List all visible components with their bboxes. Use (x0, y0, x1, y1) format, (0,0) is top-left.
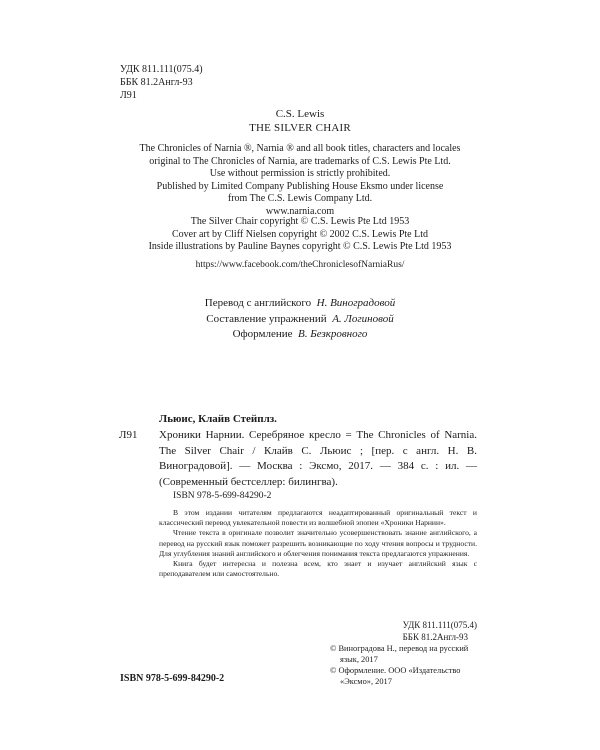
credit-design (130, 327, 470, 343)
credit-label: Составление упражнений (206, 312, 327, 325)
copyright-translation: © Виноградова Н., перевод на русский язык, 2017 (330, 644, 469, 664)
annotation-paragraph: В этом издании читателям предлагаются неадаптированный оригинальный текст и классический перевод увлекательной повести из волшебной эпопеи «Хроники Нарнии». (159, 508, 477, 528)
credit-name: Н. Виноградовой (316, 297, 396, 309)
author-mark: Л91 (120, 90, 137, 101)
credit-exercises (130, 312, 470, 328)
copyright-notice (130, 216, 470, 254)
classification-codes-bottom (403, 620, 477, 643)
trademark-line: Use without permission is strictly prohibited. (209, 168, 391, 180)
udk-code: УДК 811.111(075.4) (120, 64, 203, 75)
copyright-line: Inside illustrations by Pauline Baynes copyright © C.S. Lewis Pte Ltd 1953 (148, 241, 452, 253)
credit-name: А. Логиновой (332, 312, 394, 325)
trademark-notice (130, 143, 470, 219)
annotation-paragraph: Чтение текста в оригинале позволит значительно усовершенствовать знание английского, а перевод на русский язык поможет разрешить возникающие по ходу чтения вопросы и трудности. Для углубления знаний английского и облегчения понимания текста предлагаются упражнения. (159, 528, 477, 558)
catalog-code: Л91 (119, 429, 138, 441)
website-link: www.narnia.com (265, 205, 335, 217)
catalog-author-heading: Льюис, Клайв Стейплз. (159, 413, 277, 425)
catalog-description: Хроники Нарнии. Серебряное кресло = The Chronicles of Narnia. The Silver Chair / Клайв С. Льюис ; [пер. с англ. Н. В. Виноградовой]. — Москва : Эксмо, 2017. — 384 с. : ил. — (Современный бестселлер: билингва). (159, 429, 477, 488)
annotation (159, 508, 477, 579)
bbk-code: ББК 81.2Англ-93 (402, 631, 469, 642)
credit-name: В. Безкровного (298, 328, 368, 340)
credit-translation (130, 296, 470, 312)
trademark-line: from The C.S. Lewis Company Ltd. (227, 193, 373, 205)
trademark-line: original to The Chronicles of Narnia, are trademarks of C.S. Lewis Pte Ltd. (149, 155, 451, 167)
isbn-bottom: ISBN 978-5-699-84290-2 (120, 673, 225, 684)
credits (130, 296, 470, 343)
annotation-paragraph: Книга будет интересна и полезна всем, кто знает и изучает английский язык с преподавателем или самостоятельно. (159, 559, 477, 579)
bbk-code: ББК 81.2Англ-93 (120, 77, 193, 88)
book-title: THE SILVER CHAIR (249, 122, 351, 134)
credit-label: Перевод с английского (204, 297, 312, 309)
classification-codes-top (120, 63, 203, 102)
facebook-url: https://www.facebook.com/theChroniclesofNarniaRus/ (195, 260, 405, 270)
trademark-line: Published by Limited Company Publishing House Eksmo under license (156, 180, 444, 192)
book-author: C.S. Lewis (275, 108, 325, 120)
copyright-line: The Silver Chair copyright © C.S. Lewis Pte Ltd 1953 (190, 216, 410, 227)
credit-label: Оформление (232, 328, 293, 340)
trademark-line: The Chronicles of Narnia ®, Narnia ® and all book titles, characters and locales (139, 143, 461, 154)
catalog-isbn: ISBN 978-5-699-84290-2 (173, 491, 272, 501)
copyright-design: © Оформление. ООО «Издательство «Эксмо», 2017 (330, 666, 461, 686)
udk-code: УДК 811.111(075.4) (402, 620, 477, 630)
copyright-bottom (330, 643, 480, 687)
copyright-line: Cover art by Cliff Nielsen copyright © 2002 C.S. Lewis Pte Ltd (172, 228, 428, 240)
